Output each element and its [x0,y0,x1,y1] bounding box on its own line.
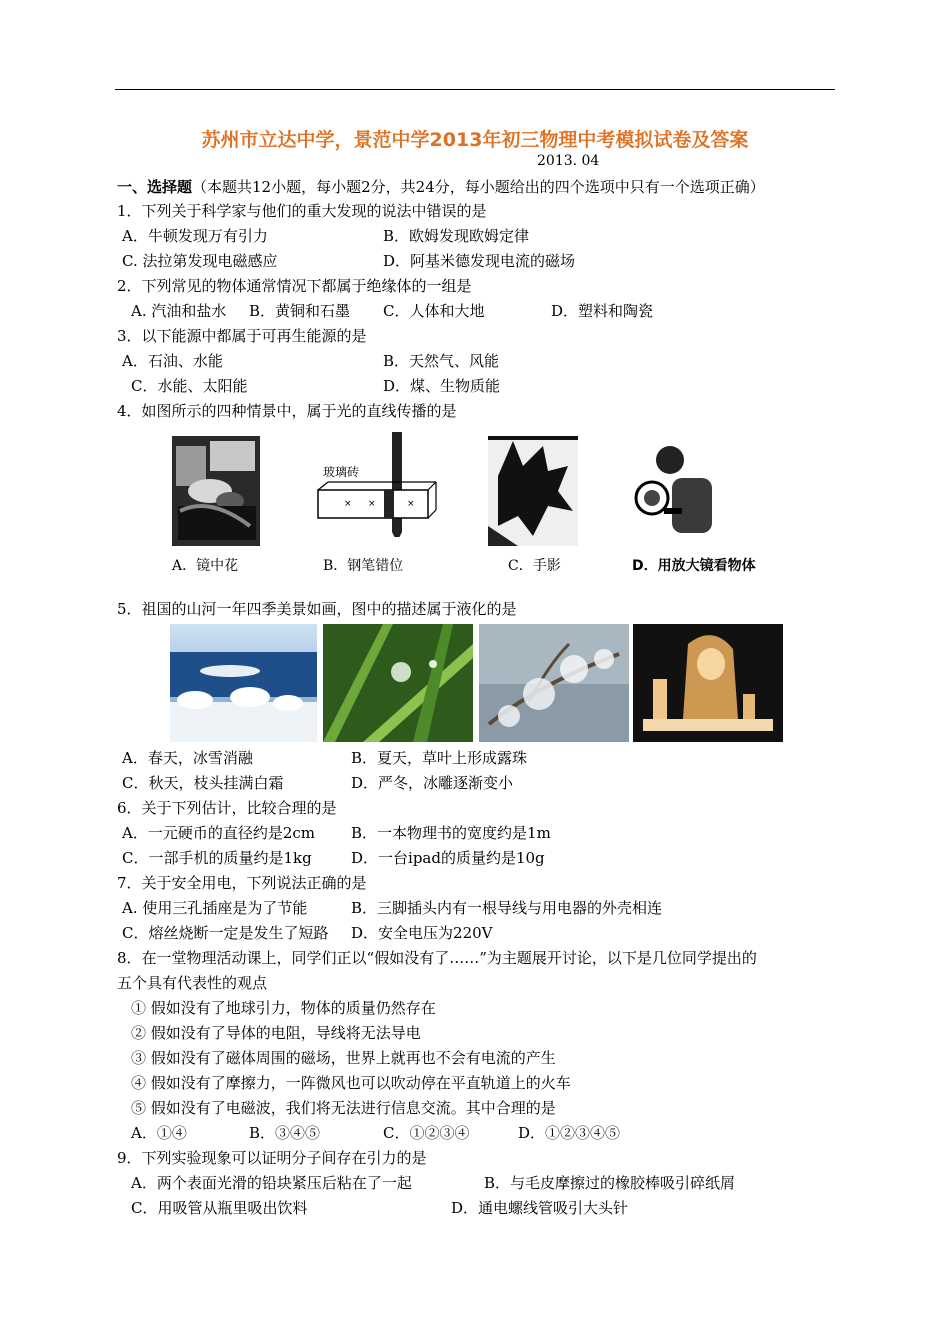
q7-option-a: A. 使用三孔插座是为了节能 [122,899,308,917]
q8-item-3: ③ 假如没有了磁体周围的磁场，世界上就再也不会有电流的产生 [131,1049,556,1067]
q2-option-b: B．黄铜和石墨 [249,302,351,320]
q1-option-a: A．牛顿发现万有引力 [122,227,268,245]
svg-text:×: × [368,499,376,509]
q5-option-a: A．春天，冰雪消融 [122,749,253,767]
q7-option-d: D．安全电压为220V [351,924,493,942]
q3-option-b: B．天然气、风能 [383,352,500,370]
exam-date: 2013. 04 [537,153,600,169]
q5-option-d: D．严冬，冰雕逐渐变小 [351,774,514,792]
hand-shadow-image [488,436,578,546]
q8-option-d: D．①②③④⑤ [518,1124,621,1142]
page-title: 苏州市立达中学，景范中学2013年初三物理中考模拟试卷及答案 [201,129,749,151]
q2-option-c: C．人体和大地 [383,302,485,320]
q5-stem: 5．祖国的山河一年四季美景如画，图中的描述属于液化的是 [117,600,517,618]
q5-option-b: B．夏天，草叶上形成露珠 [351,749,528,767]
q8-stem-line1: 8．在一堂物理活动课上，同学们正以“假如没有了……”为主题展开讨论，以下是几位同学提出的 [117,949,757,967]
q7-option-b: B．三脚插头内有一根导线与用电器的外壳相连 [351,899,663,917]
mirror-flower-image [170,436,262,548]
q1-option-d: D．阿基米德发现电流的磁场 [383,252,576,270]
q3-option-a: A．石油、水能 [122,352,223,370]
q1-option-b: B．欧姆发现欧姆定律 [383,227,530,245]
q4-stem: 4．如图所示的四种情景中，属于光的直线传播的是 [117,402,457,420]
q8-item-4: ④ 假如没有了摩擦力，一阵微风也可以吹动停在平直轨道上的火车 [131,1074,571,1092]
q4-caption-b: B．钢笔错位 [323,558,404,574]
section-heading [117,177,765,197]
q8-option-b: B．③④⑤ [249,1124,321,1142]
q8-stem-line2: 五个具有代表性的观点 [117,974,268,992]
q6-option-d: D．一台ipad的质量约是10g [351,849,545,867]
q9-stem: 9．下列实验现象可以证明分子间存在引力的是 [117,1149,427,1167]
q9-option-b: B．与毛皮摩擦过的橡胶棒吸引碎纸屑 [484,1174,736,1192]
q1-stem: 1．下列关于科学家与他们的重大发现的说法中错误的是 [117,202,487,220]
q2-stem: 2．下列常见的物体通常情况下都属于绝缘体的一组是 [117,277,472,295]
pen-glass-brick-image [312,432,437,537]
section-description: （本题共12小题，每小题2分，共24分，每小题给出的四个选项中只有一个选项正确） [192,178,765,196]
q1-option-c: C. 法拉第发现电磁感应 [122,252,278,270]
q9-option-a: A．两个表面光滑的铅块紧压后粘在了一起 [131,1174,412,1192]
q3-option-c: C．水能、太阳能 [131,377,248,395]
q6-stem: 6．关于下列估计，比较合理的是 [117,799,337,817]
q4-caption-c: C．手影 [508,558,561,574]
header-rule [115,89,835,90]
q8-item-1: ① 假如没有了地球引力，物体的质量仍然存在 [131,999,436,1017]
dew-grass-image [323,624,473,742]
spring-ice-image [170,624,317,742]
q8-item-2: ② 假如没有了导体的电阻，导线将无法导电 [131,1024,421,1042]
q2-option-d: D．塑料和陶瓷 [551,302,654,320]
q6-option-b: B．一本物理书的宽度约是1m [351,824,551,842]
q3-option-d: D．煤、生物质能 [383,377,501,395]
q8-option-c: C．①②③④ [383,1124,470,1142]
q2-option-a: A. 汽油和盐水 [131,302,227,320]
q7-stem: 7．关于安全用电，下列说法正确的是 [117,874,367,892]
q3-stem: 3．以下能源中都属于可再生能源的是 [117,327,367,345]
q4-caption-a: A．镜中花 [172,558,239,574]
glass-brick-label: 玻璃砖 [323,465,360,479]
q5-option-c: C．秋天，枝头挂满白霜 [122,774,284,792]
magnifier-image [630,438,720,538]
svg-text:×: × [407,499,415,509]
ice-sculpture-image [633,624,783,742]
frost-branch-image [479,624,629,742]
q9-option-d: D．通电螺线管吸引大头针 [451,1199,629,1217]
q8-item-5: ⑤ 假如没有了电磁波，我们将无法进行信息交流。其中合理的是 [131,1099,556,1117]
q8-option-a: A．①④ [131,1124,187,1142]
q6-option-c: C．一部手机的质量约是1kg [122,849,312,867]
q4-caption-d: D．用放大镜看物体 [632,558,756,574]
q7-option-c: C．熔丝烧断一定是发生了短路 [122,924,329,942]
section-label: 一、选择题 [117,178,193,196]
q6-option-a: A．一元硬币的直径约是2cm [122,824,316,842]
q9-option-c: C．用吸管从瓶里吸出饮料 [131,1199,308,1217]
svg-text:×: × [344,499,352,509]
